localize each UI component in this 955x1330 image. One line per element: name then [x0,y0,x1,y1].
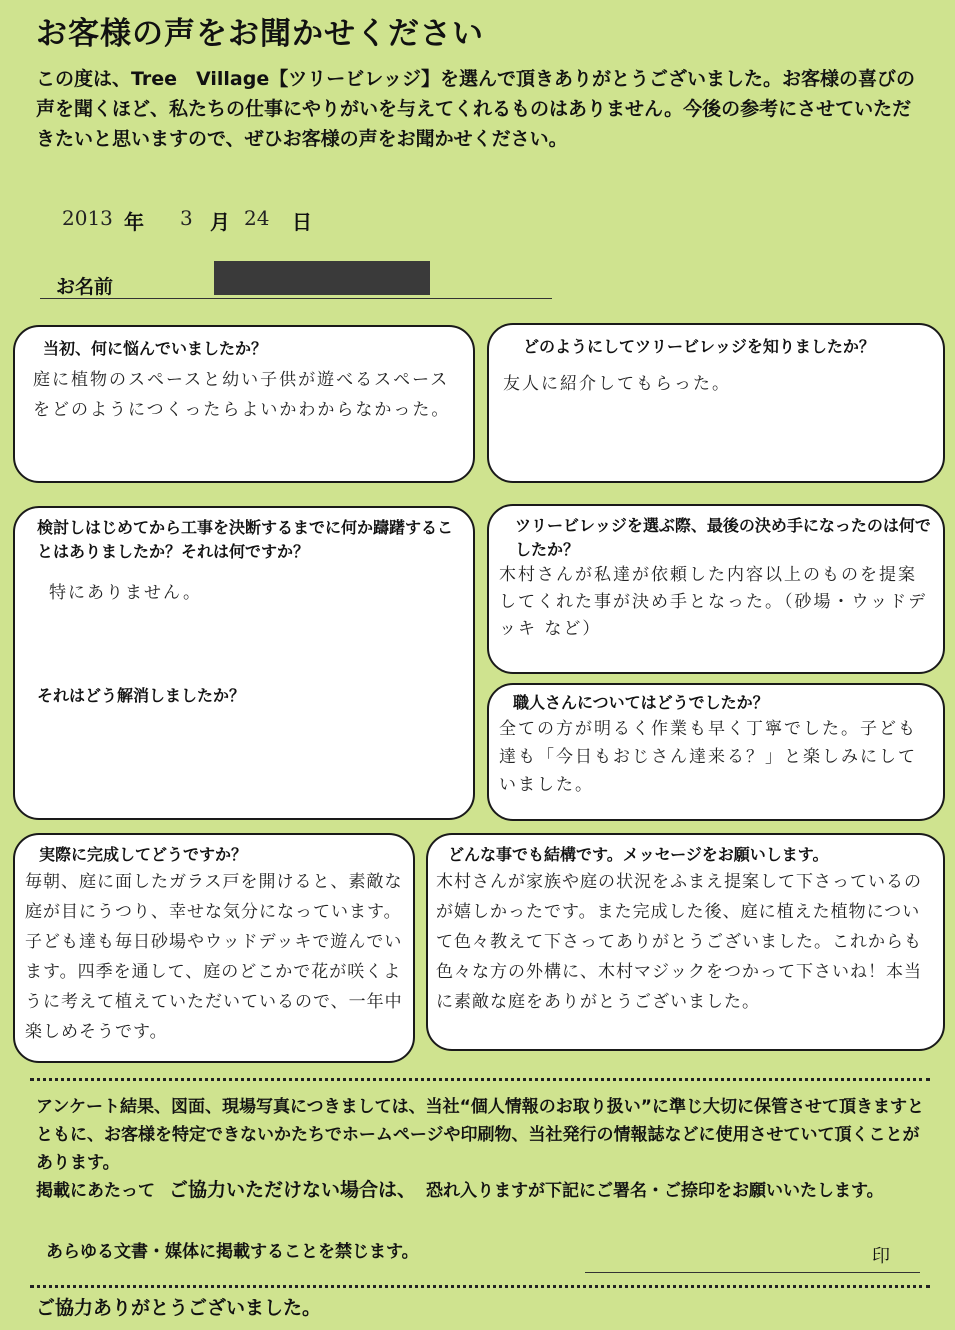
page-title: お客様の声をお聞かせください [36,16,484,52]
name-label: お名前 [56,276,114,298]
question-after-completion: 実際に完成してどうですか？ [39,845,248,864]
box-how-found [487,323,945,483]
answer-how-found: 友人に紹介してもらった。 [503,374,731,394]
question-resolution: それはどう解消しましたか？ [37,686,246,705]
privacy-notice: アンケート結果、図面、現場写真につきましては、当社“個人情報のお取り扱い”に準じ大切に保管させて頂きますとともに、お客様を特定できないかたちでホームページや印刷物、当社発行の情報誌などに使用させていて頂くことがあります。 [36,1097,924,1173]
thanks-text: ご協力ありがとうございました。 [36,1297,322,1319]
box-message [426,833,945,1051]
question-deciding-factor: ツリービレッジを選ぶ際、最後の決め手になったのは何でしたか？ [515,516,931,559]
question-craftsmen: 職人さんについてはどうでしたか？ [513,693,769,712]
answer-hesitation: 特にありません。 [49,583,203,603]
answer-craftsmen: 全ての方が明るく作業も早く丁寧でした。子ども達も「今日もおじさん達来る？」と楽しみにしていました。 [499,719,917,795]
question-initial-worries: 当初、何に悩んでいましたか？ [43,339,268,358]
name-underline [40,298,552,299]
box-initial-worries [13,325,475,483]
date-month: 3 [180,206,193,230]
question-hesitation: 検討しはじめてから工事を決断するまでに何か躊躇することはありましたか？それは何ですか？ [37,518,454,561]
question-message: どんな事でも結構です。メッセージをお願いします。 [448,845,829,864]
date-day: 24 [244,206,270,230]
dotted-separator-bottom [30,1285,930,1288]
box-hesitation [13,506,475,820]
date-day-unit: 日 [292,210,312,234]
answer-message: 木村さんが家族や庭の状況をふまえ提案して下さっているのが嬉しかったです。また完成した後、庭に植えた植物について色々教えて下さってありがとうございました。これからも色々な方の外構に、木村マジックをつかって下さいね！本当に素敵な庭をありがとうございました。 [436,872,922,1012]
consent-notice-emphasis: ご協力いただけない場合は、 [169,1179,417,1201]
answer-after-completion: 毎朝、庭に面したガラス戸を開けると、素敵な庭が目にうつり、幸せな気分になっています。子ども達も毎日砂場やウッドデッキで遊んでいます。四季を通して、庭のどこかで花が咲くように考えて植えていただいているので、一年中楽しめそうです。 [25,872,403,1042]
answer-initial-worries: 庭に植物のスペースと幼い子供が遊べるスペースをどのようにつくったらよいかわからなかった。 [33,370,451,420]
box-craftsmen [487,683,945,821]
date-year: 2013 [62,206,113,230]
signature-line [585,1272,920,1273]
box-after-completion [13,833,415,1063]
seal-mark: 印 [872,1246,890,1267]
consent-notice [36,1176,926,1205]
dotted-separator [30,1078,930,1081]
redacted-name [214,261,430,295]
answer-deciding-factor: 木村さんが私達が依頼した内容以上のものを提案してくれた事が決め手となった。（砂場・ウッドデッキ など） [499,565,928,639]
consent-notice-lead: 掲載にあたって [36,1181,155,1201]
prohibit-text: あらゆる文書・媒体に掲載することを禁じます。 [46,1242,419,1262]
intro-text: この度は、Tree Village【ツリービレッジ】を選んで頂きありがとうございました。お客様の喜びの声を聞くほど、私たちの仕事にやりがいを与えてくれるものはありません。今後の参考にさせていただきたいと思いますので、ぜひお客様の声をお聞かせください。 [36,68,916,150]
consent-notice-request: 恐れ入りますが下記にご署名・ご捺印をお願いいたします。 [426,1181,884,1201]
question-how-found: どのようにしてツリービレッジを知りましたか？ [523,337,875,356]
date-month-unit: 月 [210,210,230,234]
box-deciding-factor [487,504,945,674]
date-year-unit: 年 [124,210,144,234]
